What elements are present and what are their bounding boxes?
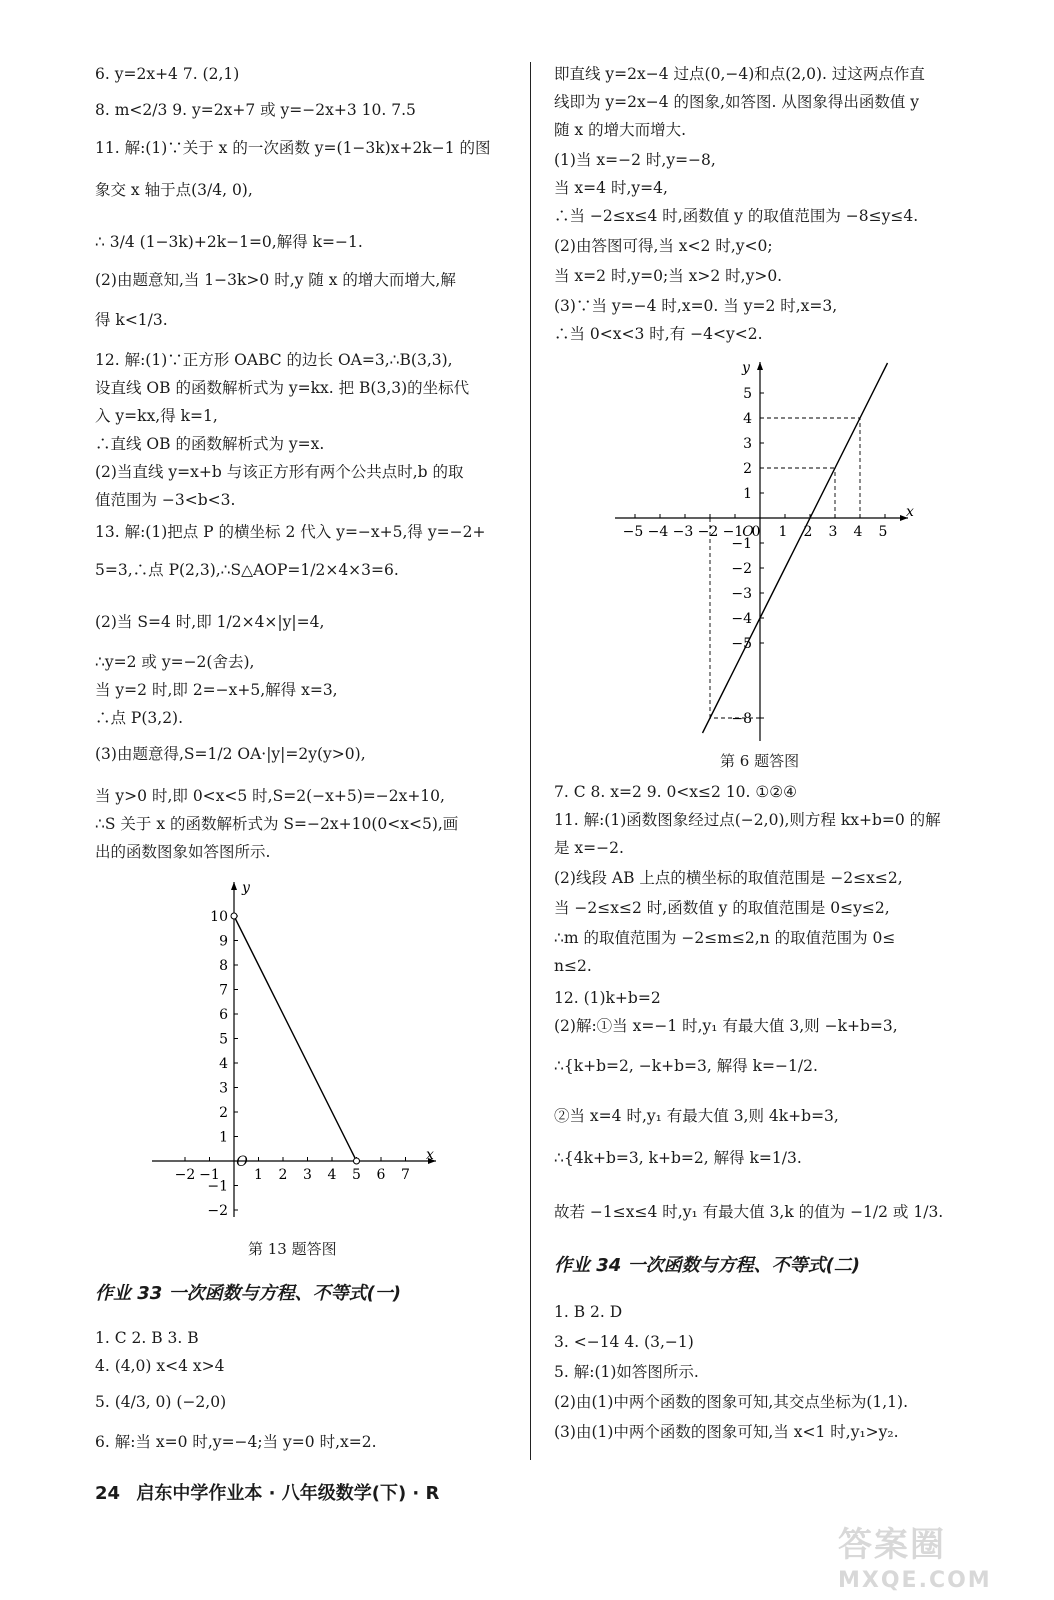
answer-line: 随 x 的增大而增大. <box>554 121 687 139</box>
answer-line: 当 x=2 时,y=0;当 x>2 时,y>0. <box>554 267 783 285</box>
y-tick-label: 3 <box>743 436 752 452</box>
y-tick-label: 9 <box>219 933 228 950</box>
answer-line: 5. 解:(1)如答图所示. <box>554 1363 699 1381</box>
answer-line: 11. 解:(1)∵关于 x 的一次函数 y=(1−3k)x+2k−1 的图 <box>95 139 491 157</box>
x-tick-label: 5 <box>352 1167 361 1183</box>
y-axis-label: y <box>242 880 250 896</box>
answer-line: ∴当 0<x<3 时,有 −4<y<2. <box>554 325 763 343</box>
book-title: 启东中学作业本 · 八年级数学(下) · R <box>136 1483 440 1504</box>
y-tick-label: 6 <box>219 1007 228 1023</box>
answer-line: ∴点 P(3,2). <box>95 709 184 727</box>
answer-line: ∴ 3/4 (1−3k)+2k−1=0,解得 k=−1. <box>95 233 363 251</box>
y-tick-label: 2 <box>743 461 752 477</box>
answer-line: 当 y>0 时,即 0<x<5 时,S=2(−x+5)=−2x+10, <box>95 787 445 805</box>
answer-line: (3)由(1)中两个函数的图象可知,当 x<1 时,y₁>y₂. <box>554 1423 899 1441</box>
y-tick-label: −8 <box>731 711 752 727</box>
answer-line: 1. B 2. D <box>554 1303 623 1321</box>
x-tick-label: −1 <box>722 524 744 540</box>
answer-line: 3. <−14 4. (3,−1) <box>554 1333 694 1351</box>
answer-line: 得 k<1/3. <box>95 311 168 329</box>
figure-13-caption: 第 13 题答图 <box>248 1240 337 1258</box>
answer-line: 值范围为 −3<b<3. <box>95 491 236 509</box>
y-tick-label: 3 <box>219 1080 228 1097</box>
answer-line: n≤2. <box>554 957 592 975</box>
answer-line: (2)当 S=4 时,即 1/2×4×|y|=4, <box>95 613 325 631</box>
watermark-text: 答案圈 <box>838 1525 946 1565</box>
answer-line: 13. 解:(1)把点 P 的横坐标 2 代入 y=−x+5,得 y=−2+ <box>95 523 486 541</box>
y-tick-label: 4 <box>743 411 752 427</box>
answer-line: ∴S 关于 x 的函数解析式为 S=−2x+10(0<x<5),画 <box>95 815 459 833</box>
answer-line: 11. 解:(1)函数图象经过点(−2,0),则方程 kx+b=0 的解 <box>554 811 941 829</box>
answer-line: ∴y=2 或 y=−2(舍去), <box>95 653 255 671</box>
answer-line: (2)由答图可得,当 x<2 时,y<0; <box>554 237 773 255</box>
open-endpoint <box>231 913 237 919</box>
x-tick-label: −2 <box>174 1167 196 1183</box>
x-tick-label: 1 <box>254 1167 263 1183</box>
y-axis-arrow <box>231 882 237 890</box>
answer-line: 象交 x 轴于点(3/4, 0), <box>95 181 253 199</box>
answer-line: (2)由题意知,当 1−3k>0 时,y 随 x 的增大而增大,解 <box>95 271 456 289</box>
x-tick-label: 4 <box>327 1167 337 1183</box>
series-line-y-2x-4 <box>703 363 888 733</box>
answer-line: ②当 x=4 时,y₁ 有最大值 3,则 4k+b=3, <box>554 1107 839 1125</box>
figure-6-graph <box>610 356 920 746</box>
answer-line: ∴当 −2≤x≤4 时,函数值 y 的取值范围为 −8≤y≤4. <box>554 207 919 225</box>
answer-line: 是 x=−2. <box>554 839 624 857</box>
answer-line: 6. 解:当 x=0 时,y=−4;当 y=0 时,x=2. <box>95 1433 377 1451</box>
answer-line: 设直线 OB 的函数解析式为 y=kx. 把 B(3,3)的坐标代 <box>95 379 470 397</box>
answer-line: 故若 −1≤x≤4 时,y₁ 有最大值 3,k 的值为 −1/2 或 1/3. <box>554 1203 944 1221</box>
answer-line: 7. C 8. x=2 9. 0<x≤2 10. ①②④ <box>554 783 798 801</box>
answer-line: 6. y=2x+4 7. (2,1) <box>95 65 240 83</box>
answer-line: 12. (1)k+b=2 <box>554 989 661 1007</box>
answer-line: (2)线段 AB 上点的横坐标的取值范围是 −2≤x≤2, <box>554 869 903 887</box>
x-tick-label: 2 <box>803 524 813 540</box>
x-axis-label: x <box>426 1147 434 1163</box>
column-divider <box>530 62 531 1460</box>
x-tick-label: −2 <box>697 524 719 540</box>
open-endpoint <box>354 1158 360 1164</box>
origin-label: O <box>236 1154 248 1170</box>
origin-label: O <box>742 524 754 540</box>
x-tick-label: 6 <box>376 1167 386 1183</box>
answer-line: 4. (4,0) x<4 x>4 <box>95 1357 225 1375</box>
watermark-url: MXQE.COM <box>838 1568 992 1593</box>
x-tick-label: 0 <box>751 524 761 540</box>
y-axis-label: y <box>742 360 750 376</box>
x-tick-label: 3 <box>303 1167 312 1183</box>
watermark-logo <box>838 1517 992 1593</box>
x-tick-label: 4 <box>853 524 863 540</box>
section-heading: 作业 34 一次函数与方程、不等式(二) <box>554 1255 861 1276</box>
answer-line: 8. m<2/3 9. y=2x+7 或 y=−2x+3 10. 7.5 <box>95 101 416 119</box>
x-tick-label: 1 <box>778 524 788 540</box>
answer-line: ∴m 的取值范围为 −2≤m≤2,n 的取值范围为 0≤ <box>554 929 896 947</box>
x-tick-label: −1 <box>199 1167 220 1183</box>
x-tick-label: 5 <box>878 524 888 540</box>
figure-13-graph <box>148 872 448 1222</box>
y-tick-label: 1 <box>219 1129 228 1146</box>
y-tick-label: 7 <box>219 982 228 999</box>
y-tick-label: −1 <box>207 1178 228 1195</box>
y-tick-label: −5 <box>731 636 752 652</box>
x-tick-label: −5 <box>622 524 644 540</box>
page-number: 24 <box>95 1483 121 1504</box>
answer-line: (2)解:①当 x=−1 时,y₁ 有最大值 3,则 −k+b=3, <box>554 1017 898 1035</box>
y-tick-label: 4 <box>219 1056 228 1072</box>
answer-line: 入 y=kx,得 k=1, <box>95 407 218 425</box>
y-axis-arrow <box>757 362 763 370</box>
answer-line: 12. 解:(1)∵正方形 OABC 的边长 OA=3,∴B(3,3), <box>95 351 453 369</box>
answer-line: (3)由题意得,S=1/2 OA·|y|=2y(y>0), <box>95 745 366 763</box>
answer-line: ∴{4k+b=3, k+b=2, 解得 k=1/3. <box>554 1149 802 1167</box>
x-tick-label: 2 <box>278 1167 288 1183</box>
answer-line: 即直线 y=2x−4 过点(0,−4)和点(2,0). 过这两点作直 <box>554 65 925 83</box>
answer-line: 当 −2≤x≤2 时,函数值 y 的取值范围是 0≤y≤2, <box>554 899 890 917</box>
y-tick-label: −1 <box>731 536 752 552</box>
figure-6-caption: 第 6 题答图 <box>720 752 800 770</box>
answer-line: (1)当 x=−2 时,y=−8, <box>554 151 716 169</box>
x-axis-label: x <box>906 504 914 520</box>
answer-line: (2)当直线 y=x+b 与该正方形有两个公共点时,b 的取 <box>95 463 464 481</box>
y-tick-label: 5 <box>743 386 752 402</box>
x-tick-label: −4 <box>647 524 669 540</box>
answer-line: (3)∵当 y=−4 时,x=0. 当 y=2 时,x=3, <box>554 297 838 315</box>
answer-line: 1. C 2. B 3. B <box>95 1329 199 1347</box>
answer-line: 当 x=4 时,y=4, <box>554 179 668 197</box>
y-tick-label: −4 <box>731 611 752 627</box>
answer-line: 当 y=2 时,即 2=−x+5,解得 x=3, <box>95 681 338 699</box>
answer-line: 出的函数图象如答图所示. <box>95 843 271 861</box>
y-tick-label: 10 <box>210 909 228 925</box>
series-line-s <box>234 916 357 1161</box>
y-tick-label: 5 <box>219 1031 228 1048</box>
page-footer <box>95 1479 439 1505</box>
answer-line: 5. (4/3, 0) (−2,0) <box>95 1393 227 1411</box>
answer-line: ∴{k+b=2, −k+b=3, 解得 k=−1/2. <box>554 1057 818 1075</box>
answer-line: (2)由(1)中两个函数的图象可知,其交点坐标为(1,1). <box>554 1393 909 1411</box>
y-tick-label: 8 <box>219 958 228 974</box>
answer-line: 5=3,∴点 P(2,3),∴S△AOP=1/2×4×3=6. <box>95 561 399 579</box>
x-tick-label: 3 <box>828 524 838 540</box>
y-tick-label: −2 <box>731 561 752 577</box>
answer-line: 线即为 y=2x−4 的图象,如答图. 从图象得出函数值 y <box>554 93 920 111</box>
x-tick-label: −3 <box>672 524 694 540</box>
x-tick-label: 7 <box>401 1167 410 1183</box>
y-tick-label: 1 <box>743 486 752 502</box>
answer-line: ∴直线 OB 的函数解析式为 y=x. <box>95 435 325 453</box>
y-tick-label: −2 <box>207 1203 228 1219</box>
y-tick-label: 2 <box>219 1105 228 1121</box>
section-heading: 作业 33 一次函数与方程、不等式(一) <box>95 1283 402 1304</box>
y-tick-label: −3 <box>731 586 752 602</box>
